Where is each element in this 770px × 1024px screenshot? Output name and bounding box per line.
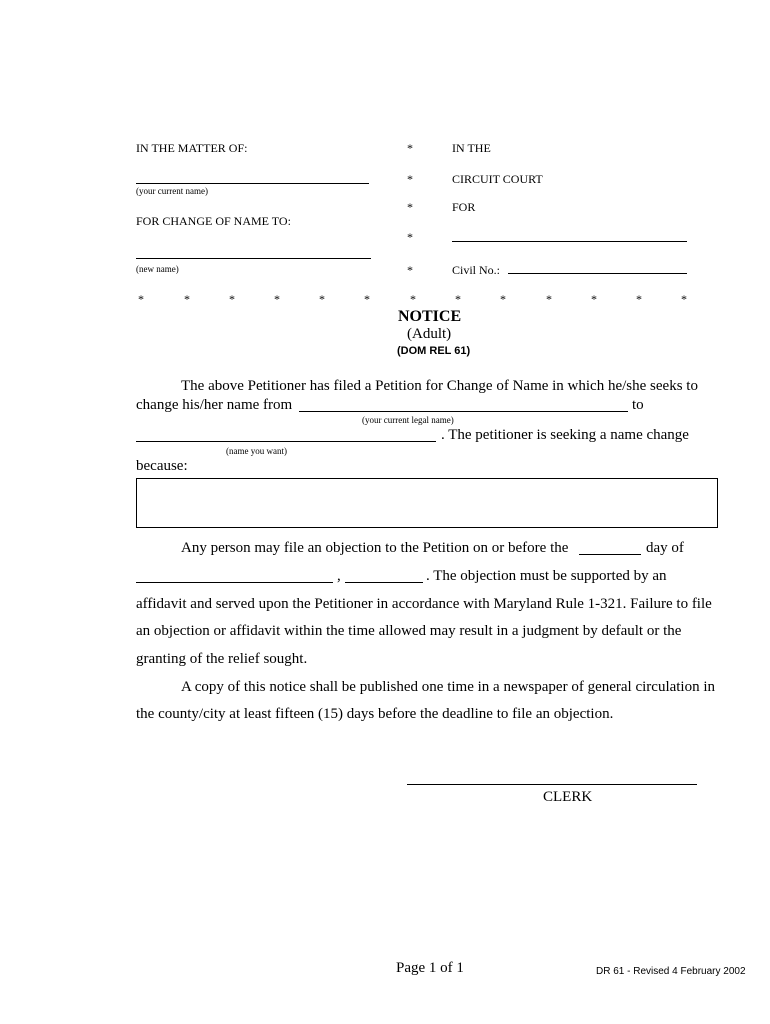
- matter-label: IN THE MATTER OF:: [136, 141, 248, 155]
- objection-month-field[interactable]: [136, 582, 333, 583]
- current-name-field[interactable]: [136, 183, 369, 184]
- divider-star: *: [319, 292, 325, 306]
- civil-no-label: Civil No.:: [452, 263, 501, 277]
- notice-paragraph-line: . The objection must be supported by an: [426, 568, 667, 584]
- civil-no-field[interactable]: [508, 273, 687, 274]
- notice-paragraph-line: The above Petitioner has filed a Petition for Change of Name in which he/she seeks to: [181, 378, 698, 394]
- revision-note: DR 61 - Revised 4 February 2002: [596, 966, 746, 977]
- divider-star: *: [274, 292, 280, 306]
- reason-box[interactable]: [136, 478, 718, 528]
- caption-star: *: [407, 230, 413, 244]
- notice-paragraph-line: A copy of this notice shall be published one time in a newspaper of general circulation in: [181, 679, 716, 695]
- divider-star: *: [138, 292, 144, 306]
- new-name-hint: (new name): [136, 264, 179, 274]
- page-number: Page 1 of 1: [396, 960, 464, 976]
- divider-star: *: [410, 292, 416, 306]
- notice-paragraph-line: . The petitioner is seeking a name change: [441, 427, 689, 443]
- notice-paragraph-line: an objection or affidavit within the time allowed may result in a judgment by default or the: [136, 623, 682, 639]
- caption-star: *: [407, 263, 413, 277]
- divider-star: *: [364, 292, 370, 306]
- clerk-label: CLERK: [543, 789, 593, 805]
- caption-star: *: [407, 141, 413, 155]
- in-the-label: IN THE: [452, 141, 491, 155]
- notice-title: NOTICE: [398, 308, 462, 325]
- divider-star: *: [184, 292, 190, 306]
- county-field[interactable]: [452, 241, 687, 242]
- divider-star: *: [455, 292, 461, 306]
- caption-star: *: [407, 172, 413, 186]
- notice-subtitle: (Adult): [407, 326, 452, 342]
- notice-comma: ,: [337, 568, 341, 584]
- current-name-hint: (your current name): [136, 186, 208, 196]
- desired-name-field[interactable]: [136, 441, 436, 442]
- objection-year-field[interactable]: [345, 582, 423, 583]
- notice-paragraph-line: granting of the relief sought.: [136, 651, 308, 667]
- divider-star: *: [229, 292, 235, 306]
- caption-star: *: [407, 200, 413, 214]
- notice-paragraph-line: affidavit and served upon the Petitioner in accordance with Maryland Rule 1-321. Failure to file: [136, 596, 712, 612]
- divider-star: *: [546, 292, 552, 306]
- notice-paragraph-line: Any person may file an objection to the Petition on or before the: [181, 540, 569, 556]
- legal-name-field[interactable]: [299, 411, 628, 412]
- new-name-field[interactable]: [136, 258, 371, 259]
- name-want-hint: (name you want): [226, 446, 287, 456]
- divider-star: *: [591, 292, 597, 306]
- divider-star: *: [636, 292, 642, 306]
- for-label: FOR: [452, 200, 476, 214]
- notice-paragraph-line: change his/her name from: [136, 397, 293, 413]
- change-to-label: FOR CHANGE OF NAME TO:: [136, 214, 291, 228]
- objection-day-field[interactable]: [579, 554, 641, 555]
- notice-paragraph-line: the county/city at least fifteen (15) days before the deadline to file an objection.: [136, 706, 614, 722]
- legal-name-hint: (your current legal name): [362, 415, 454, 425]
- notice-paragraph-line: day of: [646, 540, 684, 556]
- divider-star: *: [681, 292, 687, 306]
- divider-star: *: [500, 292, 506, 306]
- clerk-signature-line[interactable]: [407, 784, 697, 785]
- notice-paragraph-line: to: [632, 397, 644, 413]
- form-code: (DOM REL 61): [397, 345, 471, 357]
- because-label: because:: [136, 458, 188, 474]
- circuit-court-label: CIRCUIT COURT: [452, 172, 543, 186]
